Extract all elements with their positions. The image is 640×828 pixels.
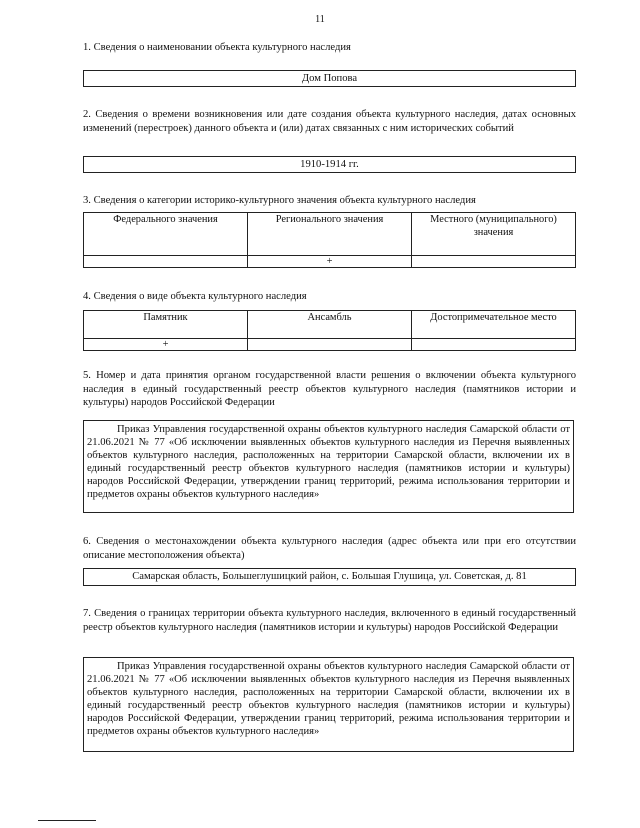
registry-order-field: Приказ Управления государственной охраны объектов культурного наследия Самарской области от 21.06.2021 № 77 «Об исключении выявленных объектов культурного наследия из Перечня выявленных объектов культурного наследия, расположенных на территории Самарской области, включении их в единый государственный реестр объектов культурного наследия (памятников истории и культуры) народов Российской Федерации, утверждении границ территорий, режима использования территории и предметов охраны объектов культурного наследия» (83, 420, 574, 513)
section-7-heading: 7. Сведения о границах территории объекта культурного наследия, включенного в единый государственный реестр объектов культурного наследия (памятников истории и культуры) народов Российской Федерации (83, 608, 576, 633)
mark-ensemble (248, 339, 412, 351)
section-5-heading: 5. Номер и дата принятия органом государственной власти решения о включении объекта культурного наследия в единый государственный реестр объектов культурного наследия (памятников истории и культуры) народов Российской Федерации (83, 370, 576, 408)
footnote-separator (38, 820, 96, 821)
column-regional: Регионального значения (248, 213, 412, 256)
table-row (84, 256, 576, 268)
column-landmark: Достопримечательное место (412, 311, 576, 339)
creation-date-field: 1910-1914 гг. (83, 156, 576, 173)
column-local: Местного (муниципального) значения (412, 213, 576, 256)
section-3-heading: 3. Сведения о категории историко-культурного значения объекта культурного наследия (83, 195, 476, 206)
mark-regional: + (248, 256, 412, 268)
section-4-heading: 4. Сведения о виде объекта культурного наследия (83, 291, 307, 302)
mark-monument: + (84, 339, 248, 351)
column-ensemble: Ансамбль (248, 311, 412, 339)
table-header-row (84, 213, 576, 256)
page-number: 11 (315, 14, 325, 25)
type-table (83, 310, 576, 351)
column-federal: Федерального значения (84, 213, 248, 256)
object-name-field: Дом Попова (83, 70, 576, 87)
table-row (84, 339, 576, 351)
boundaries-order-field: Приказ Управления государственной охраны объектов культурного наследия Самарской области от 21.06.2021 № 77 «Об исключении выявленных объектов культурного наследия из Перечня выявленных объектов культурного наследия, расположенных на территории Самарской области, включении их в единый государственный реестр объектов культурного наследия (памятников истории и культуры) народов Российской Федерации, утверждении границ территорий, режима использования территории и предметов охраны объектов культурного наследия» (83, 657, 574, 752)
mark-federal (84, 256, 248, 268)
section-2-heading: 2. Сведения о времени возникновения или дате создания объекта культурного наследия, датах основных изменений (перестроек) данного объекта и (или) датах связанных с ним исторических событий (83, 109, 576, 134)
column-monument: Памятник (84, 311, 248, 339)
table-header-row (84, 311, 576, 339)
address-field: Самарская область, Большеглушицкий район, с. Большая Глушица, ул. Советская, д. 81 (83, 568, 576, 586)
category-table (83, 212, 576, 268)
section-6-heading: 6. Сведения о местонахождении объекта культурного наследия (адрес объекта или при его отсутствии описание местоположения объекта) (83, 536, 576, 561)
mark-landmark (412, 339, 576, 351)
section-1-heading: 1. Сведения о наименовании объекта культурного наследия (83, 42, 351, 53)
mark-local (412, 256, 576, 268)
